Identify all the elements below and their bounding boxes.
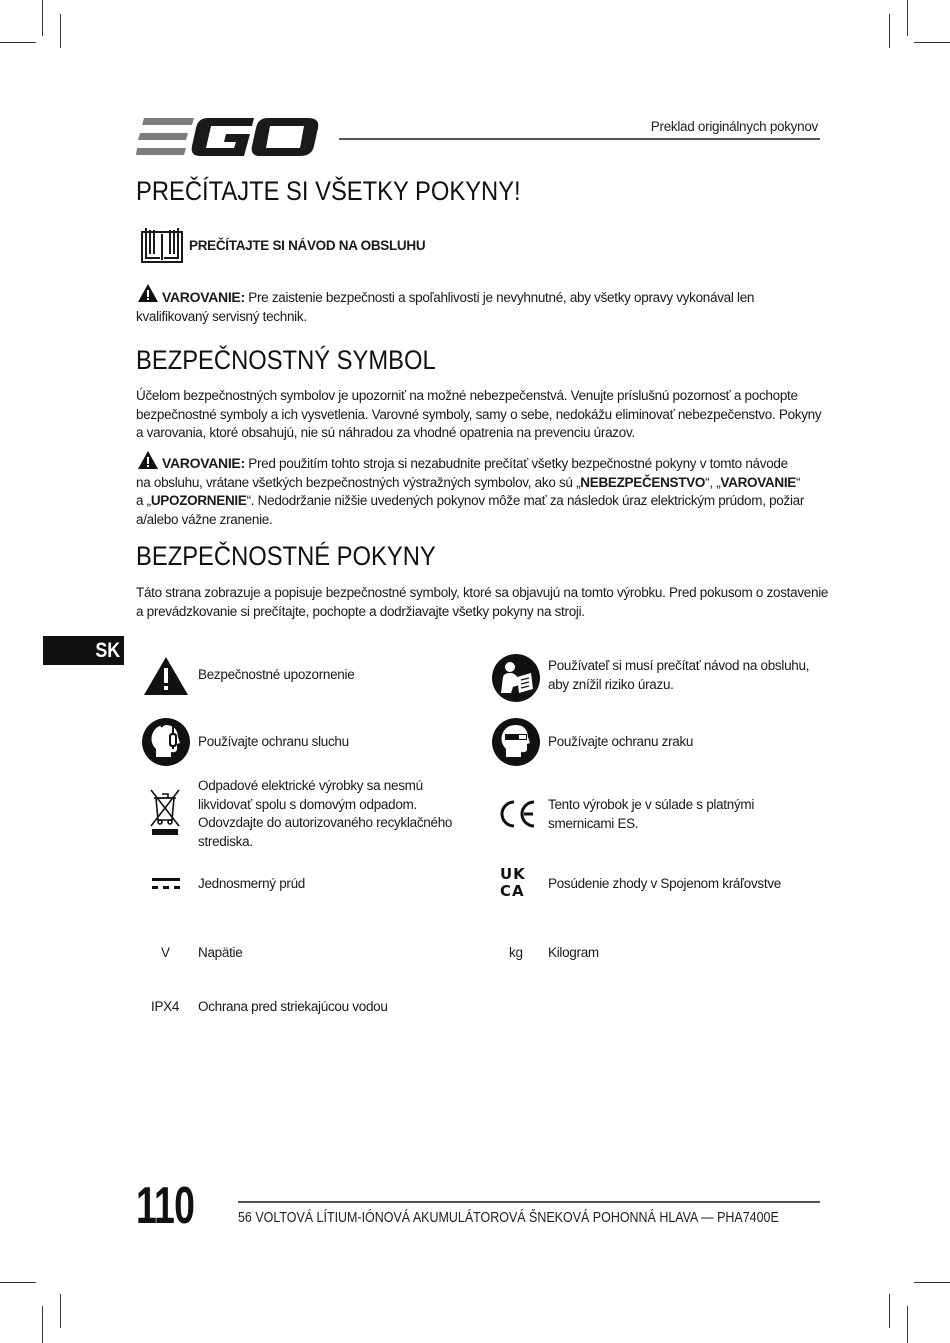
weee-label: Odpadové elektrické výrobky sa nesmú likvidovať spolu s domovým odpadom. Odovzdajte do autorizovaného recyklačného strediska.	[198, 778, 453, 849]
crop-mark	[914, 42, 950, 43]
section-title-read-all: PREČÍTAJTE SI VŠETKY POKYNY!	[136, 176, 521, 206]
crop-mark	[0, 42, 36, 43]
ukca-label: Posúdenie zhody v Spojenom kráľovstve	[548, 876, 781, 891]
ce-mark-icon	[497, 799, 537, 829]
volt-symbol: V	[161, 945, 170, 960]
warning-label: VAROVANIE:	[162, 289, 245, 305]
ukca-mark-icon: UK CA	[500, 865, 526, 900]
header-rule	[339, 138, 820, 140]
crop-mark	[907, 0, 908, 36]
safety-symbol-paragraph: Účelom bezpečnostných symbolov je upozorniť na možné nebezpečenstvá. Venujte príslušnú pozornosť a pochopte bezpečnostné symboly a ich vysvetlenia. Varovné symboly, samy o sebe, nedokážu eliminovať nebezpečenstvo. Pokyny a varovania, ktoré obsahujú, nie sú náhradou za vhodné opatrenia na prevenciu úrazov.	[136, 388, 822, 440]
kg-label: Kilogram	[548, 945, 599, 960]
crop-mark	[42, 1306, 43, 1343]
crop-mark	[60, 14, 61, 48]
crop-mark	[914, 1282, 950, 1283]
book-icon	[138, 224, 186, 266]
ce-label: Tento výrobok je v súlade s platnými smernicami ES.	[548, 797, 755, 831]
ego-logo	[136, 116, 320, 158]
warning-read-instructions: VAROVANIE: Pred použitím tohto stroja si nezabudnite prečítať všetky bezpečnostné pokyny v tomto návode na obsluhu, vrátane všetkých bezpečnostných výstražných symbolov, ako sú „NEBEZPEČENSTVO“, „VAROVANIE“ a „UPOZORNENIE“. Nedodržanie nižšie uvedených pokynov môže mať za následok úraz elektrickým prúdom, požiar a/alebo vážne zranenie.	[136, 455, 805, 527]
crop-mark	[907, 1306, 908, 1343]
kg-symbol: kg	[509, 945, 523, 960]
footer-product: 56 VOLTOVÁ LÍTIUM-IÓNOVÁ AKUMULÁTOROVÁ ŠNEKOVÁ POHONNÁ HLAVA — PHA7400E	[238, 1210, 779, 1226]
page-number: 110	[136, 1177, 195, 1235]
ear-protection-label: Používajte ochranu sluchu	[198, 734, 349, 749]
ipx4-symbol: IPX4	[151, 999, 180, 1014]
volt-label: Napätie	[198, 945, 243, 960]
crop-mark	[42, 0, 43, 36]
eye-protection-label: Používajte ochranu zraku	[548, 734, 694, 749]
weee-bin-icon	[148, 788, 182, 836]
safety-instructions-paragraph: Táto strana zobrazuje a popisuje bezpečnostné symboly, ktoré sa objavujú na tomto výrobku. Pred pokusom o zostavenie a prevádzkovanie si prečítajte, pochopte a dodržiavajte všetky pokyny na stroji.	[136, 585, 829, 619]
section-title-safety-symbol: BEZPEČNOSTNÝ SYMBOL	[136, 345, 436, 375]
footer-rule	[238, 1201, 820, 1203]
section-title-safety-instructions: BEZPEČNOSTNÉ POKYNY	[136, 541, 436, 571]
language-tab: SK	[43, 636, 124, 665]
direct-current-label: Jednosmerný prúd	[198, 876, 306, 891]
crop-mark	[60, 1294, 61, 1328]
header-subtitle: Preklad originálnych pokynov	[650, 119, 818, 134]
read-manual-icon	[491, 653, 541, 703]
ipx4-label: Ochrana pred striekajúcou vodou	[198, 999, 388, 1014]
crop-mark	[0, 1282, 36, 1283]
read-manual-label: Používateľ si musí prečítať návod na obsluhu, aby znížil riziko úrazu.	[548, 658, 810, 692]
direct-current-icon	[152, 876, 180, 892]
crop-mark	[889, 14, 890, 48]
warning-repairs: VAROVANIE: Pre zaistenie bezpečnosti a spoľahlivosti je nevyhnutné, aby všetky opravy vykonával len kvalifikovaný servisný technik.	[136, 289, 755, 324]
safety-alert-icon	[143, 656, 189, 696]
read-manual-label: PREČÍTAJTE SI NÁVOD NA OBSLUHU	[189, 238, 426, 253]
safety-alert-label: Bezpečnostné upozornenie	[198, 667, 355, 682]
eye-protection-icon	[491, 717, 541, 767]
crop-mark	[889, 1294, 890, 1328]
ear-protection-icon	[141, 717, 191, 767]
